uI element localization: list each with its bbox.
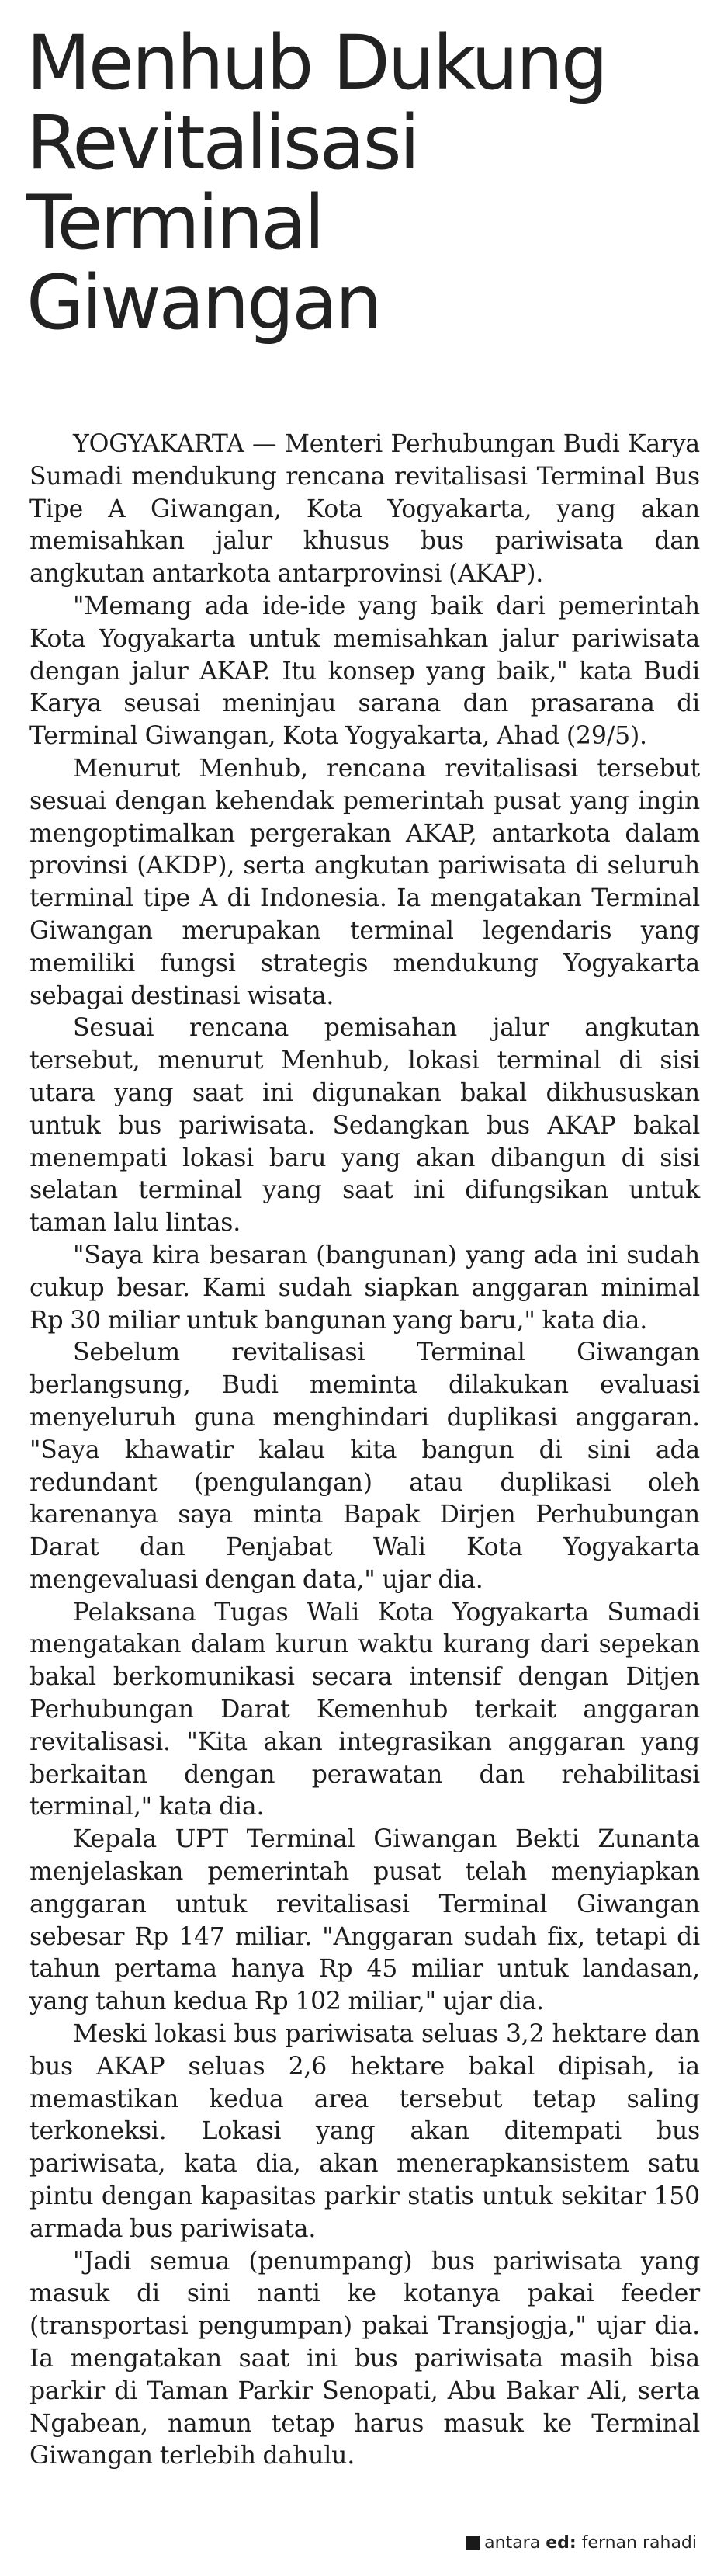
headline-line: Revitalisasi: [26, 99, 418, 186]
article-body: [29, 429, 700, 2473]
square-bullet-icon: [466, 2536, 480, 2550]
headline-line: Terminal: [26, 179, 323, 266]
byline-editor-label: ed:: [546, 2533, 577, 2553]
body-paragraph: YOGYAKARTA — Menteri Perhubungan Budi Karya Sumadi mendukung rencana revitalisasi Terminal Bus Tipe A Giwangan, Kota Yogyakarta, yang akan memisahkan jalur khusus bus pariwisata dan angkutan antarkota antarprovinsi (AKAP).: [29, 430, 700, 588]
body-paragraph: "Memang ada ide-ide yang baik dari pemerintah Kota Yogyakarta untuk memisahkan jalur pariwisata dengan jalur AKAP. Itu konsep yang baik," kata Budi Karya seusai meninjau sarana dan prasarana di Terminal Giwangan, Kota Yogyakarta, Ahad (29/5).: [29, 592, 700, 751]
byline-editor: fernan rahadi: [581, 2533, 697, 2553]
body-paragraph: Meski lokasi bus pariwisata seluas 3,2 hektare dan bus AKAP seluas 2,6 hektare bakal dipisah, ia memastikan kedua area tersebut tetap saling terkoneksi. Lokasi yang akan ditempati bus pariwisata, kata dia, akan menerapkansistem satu pintu dengan kapasitas parkir statis untuk sekitar 150 armada bus pariwisata.: [29, 2020, 700, 2243]
body-paragraph: Sesuai rencana pemisahan jalur angkutan tersebut, menurut Menhub, lokasi terminal di sisi utara yang saat ini digunakan bakal dikhususkan untuk bus pariwisata. Sedangkan bus AKAP bakal menempati lokasi baru yang akan dibangun di sisi selatan terminal yang saat ini difungsikan untuk taman lalu lintas.: [29, 1014, 700, 1238]
body-paragraph: "Jadi semua (penumpang) bus pariwisata yang masuk di sini nanti ke kotanya pakai feeder (transportasi pengumpan) pakai Transjogja," ujar dia. Ia mengatakan saat ini bus pariwisata masih bisa parkir di Taman Parkir Senopati, Abu Bakar Ali, serta Ngabean, namun tetap harus masuk ke Terminal Giwangan terlebih dahulu.: [29, 2247, 700, 2470]
byline: [466, 2533, 697, 2554]
body-paragraph: Kepala UPT Terminal Giwangan Bekti Zunanta menjelaskan pemerintah pusat telah menyiapkan anggaran untuk revitalisasi Terminal Giwangan sebesar Rp 147 miliar. "Anggaran sudah fix, tetapi di tahun pertama hanya Rp 45 miliar untuk landasan, yang tahun kedua Rp 102 miliar," ujar dia.: [29, 1825, 700, 2016]
body-paragraph: Pelaksana Tugas Wali Kota Yogyakarta Sumadi mengatakan dalam kurun waktu kurang dari sepekan bakal berkomunikasi secara intensif dengan Ditjen Perhubungan Darat Kemenhub terkait anggaran revitalisasi. "Kita akan integrasikan anggaran yang berkaitan dengan perawatan dan rehabilitasi terminal," kata dia.: [29, 1598, 700, 1821]
byline-source: antara: [484, 2533, 541, 2553]
body-paragraph: Menurut Menhub, rencana revitalisasi tersebut sesuai dengan kehendak pemerintah pusat yang ingin mengoptimalkan pergerakan AKAP, antarkota dalam provinsi (AKDP), serta angkutan pariwisata di seluruh terminal tipe A di Indonesia. Ia mengatakan Terminal Giwangan merupakan terminal legendaris yang memiliki fungsi strategis mendukung Yogyakarta sebagai destinasi wisata.: [29, 754, 700, 1010]
body-paragraph: Sebelum revitalisasi Terminal Giwangan berlangsung, Budi meminta dilakukan evaluasi menyeluruh guna menghindari duplikasi anggaran. "Saya khawatir kalau kita bangun di sini ada redundant (pengulangan) atau duplikasi oleh karenanya saya minta Bapak Dirjen Perhubungan Darat dan Penjabat Wali Kota Yogyakarta mengevaluasi dengan data," ujar dia.: [29, 1338, 700, 1594]
headline-line: Menhub Dukung: [26, 19, 606, 106]
body-paragraph: "Saya kira besaran (bangunan) yang ada ini sudah cukup besar. Kami sudah siapkan anggaran minimal Rp 30 miliar untuk bangunan yang baru," kata dia.: [29, 1241, 700, 1335]
headline-line: Giwangan: [26, 259, 380, 346]
headline: [26, 19, 694, 346]
